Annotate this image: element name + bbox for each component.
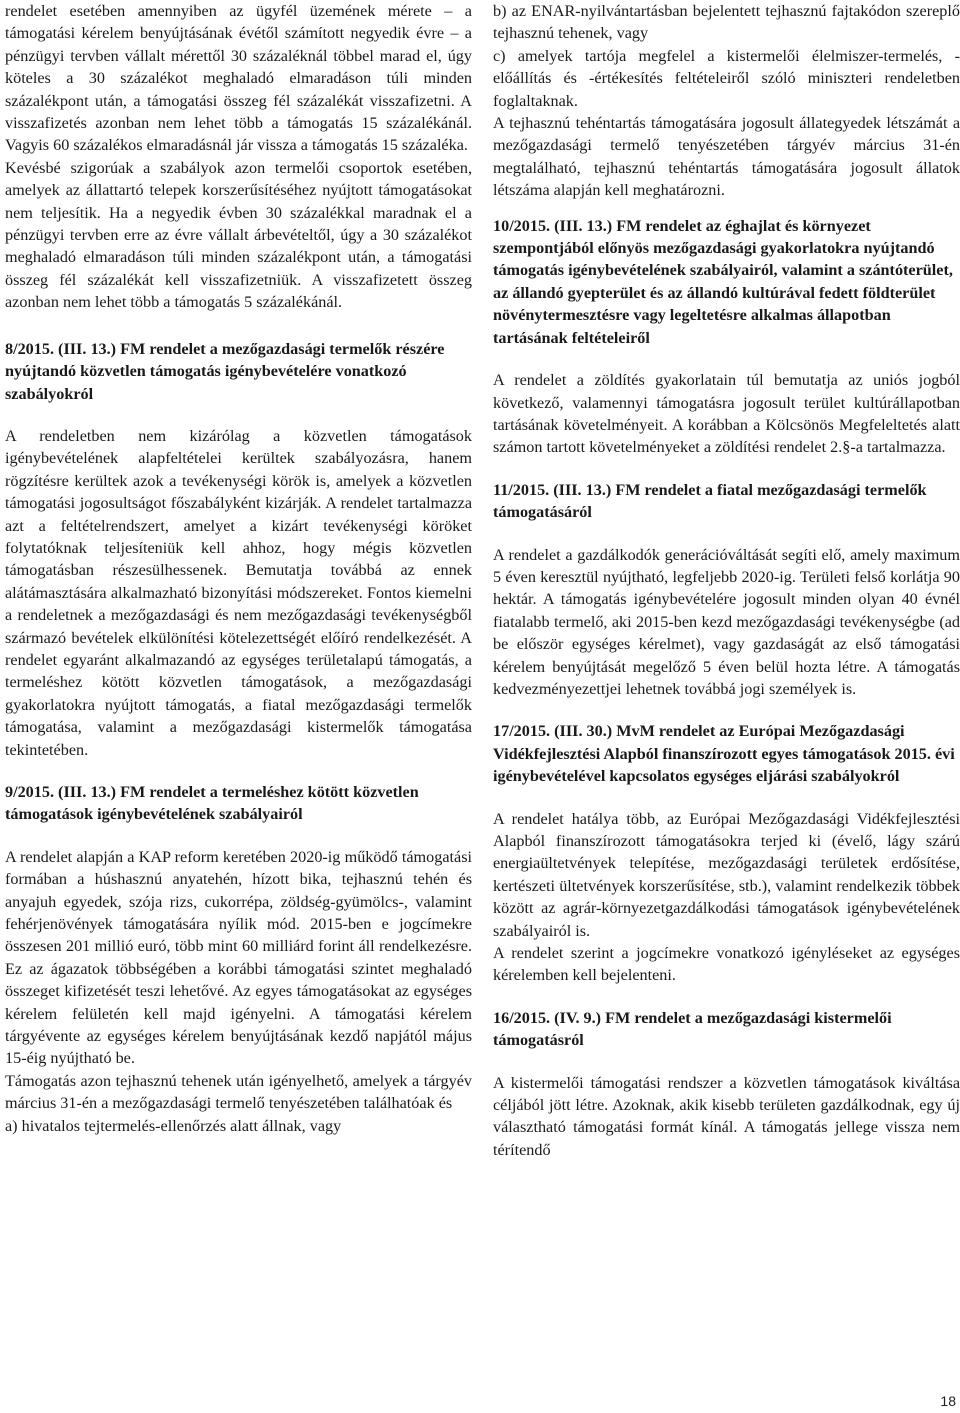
heading-11-2015: 11/2015. (III. 13.) FM rendelet a fiatal mezőgazdasági termelők támogatásáról [493, 480, 927, 522]
paragraph-17-2015-1: A rendelet hatálya több, az Európai Mezőgazdasági Vidékfejlesztési Alapból finanszírozott támogatásokra terjed ki (évelő, lágy szárú energiaültetvények telepítése, mezőgazdasági területek erdősítése, kertészeti ültetvények korszerűsítése, stb.), valamint rendelkezik többek között az agrár-környezetgazdálkodási támogatások igénybevételének szabályairól is. [493, 809, 960, 940]
left-column [5, 0, 472, 1137]
paragraph-17-2015-2: A rendelet szerint a jogcímekre vonatkozó igényléseket az egységes kérelemben kell bejelenteni. [493, 944, 960, 985]
paragraph-tehen: A tejhasznú tehéntartás támogatására jogosult állategyedek létszámát a mezőgazdasági termelő tenyészetében tárgyév március 31-én megtalálható, tejhasznú tehéntartás támogatására jogosult állatok létszáma alapján kell meghatározni. [493, 114, 960, 200]
heading-16-2015: 16/2015. (IV. 9.) FM rendelet a mezőgazdasági kistermelői támogatásról [493, 1008, 892, 1050]
paragraph-intro-1: rendelet esetében amennyiben az ügyfél üzemének mérete – a támogatási kérelem benyújtásának évétől számított negyedik évre – a pénzügyi tervben vállalt mérettől 30 százaléknál többel marad el, úgy köteles a 30 százalékot meghaladó elmaradáson túli minden százalékpont után, a támogatási összeg fél százalékát visszafizetni. A visszafizetés azonban nem lehet több a támogatás 15 százalékánál. Vagyis 60 százalékos elmaradásnál jár vissza a támogatás 15 százaléka. [5, 2, 472, 155]
paragraph-c: c) amelyek tartója megfelel a kistermelői élelmiszer-termelés, -előállítás és -értékesítés feltételeiről szóló miniszteri rendeletben foglaltaknak. [493, 46, 960, 110]
heading-9-2015: 9/2015. (III. 13.) FM rendelet a termeléshez kötött közvetlen támogatások igénybevételének szabályairól [5, 783, 419, 824]
paragraph-11-2015: A rendelet a gazdálkodók generációváltását segíti elő, amely maximum 5 éven keresztül nyújtható, legfeljebb 2020-ig. Területi felső korlátja 90 hektár. A támogatás igénybevételére jogosult minden olyan 40 évnél fiatalabb termelő, aki 2015-ben kezd mezőgazdasági tevékenységbe (ad be először egységes kérelmet), vagy gazdaságát az első támogatási kérelem benyújtását megelőző 5 éven belül hozta létre. A támogatás kedvezményezettjei lehetnek továbbá jogi személyek is. [493, 545, 960, 698]
paragraph-16-2015: A kistermelői támogatási rendszer a közvetlen támogatások kiváltása céljából jött létre. Azoknak, akik kisebb területen gazdálkodnak, egy új választható támogatási formát kínál. A támogatás jellege vissza nem térítendő [493, 1073, 960, 1159]
paragraph-9-2015-1: A rendelet alapján a KAP reform keretében 2020-ig működő támogatási formában a húshasznú anyatehén, hízott bika, tejhasznú tehén és anyajuh egyedek, szója rizs, cukorrépa, zöldség-gyümölcs-, valamint fehérjenövények támogatására nyílik mód. 2015-ben e jogcímekre összesen 201 millió euró, több mint 60 milliárd forint áll rendelkezésre. Ez az ágazatok többségében a korábbi támogatási szintet meghaladó összeget kifizetését teszi lehetővé. Az egyes támogatásokat az egységes kérelem felületén kell majd igényelni. A támogatási kérelem tárgyévente az egységes kérelem benyújtásának kezdő napjától május 15-éig nyújtható be. [5, 847, 472, 1068]
paragraph-9-2015-2: Támogatás azon tejhasznú tehenek után igényelhető, amelyek a tárgyév március 31-én a mezőgazdasági termelő tenyészetében találhatóak és [5, 1071, 472, 1113]
paragraph-10-2015: A rendelet a zöldítés gyakorlatain túl bemutatja az uniós jogból következő, valamennyi támogatásra jogosult terület kultúrállapotban tartásának követelményeit. A korábban a Kölcsönös Megfeleltetés alatt számon tartott követelményeket a zöldítési rendelet 2.§-a tartalmazza. [493, 371, 960, 457]
paragraph-b: b) az ENAR-nyilvántartásban bejelentett tejhasznú fajtakódon szereplő tejhasznú tehenek, vagy [493, 2, 960, 43]
paragraph-8-2015: A rendeletben nem kizárólag a közvetlen támogatások igénybevételének alapfeltételei kerültek szabályozásra, hanem rögzítésre kerültek azok a tevékenységi körök is, amelyek a közvetlen támogatási jogosultságot főszabályként kizárják. A rendelet tartalmazza azt a feltételrendszert, amelyet a kizárt tevékenységi köröket folytatóknak teljesíteniük kell ahhoz, hogy mégis közvetlen támogatásban részesülhessenek. Bemutatja továbbá az ennek alátámasztására alkalmazható bizonyítási módszereket. Fontos kiemelni a rendeletnek a mezőgazdasági és nem mezőgazdasági tevékenységből származó bevételek elkülönítési kötelezettségét előíró rendelkezését. A rendelet egyaránt alkalmazandó az egységes területalapú támogatás, a termeléshez kötött közvetlen támogatások, a mezőgazdasági gyakorlatokra nyújtott támogatás, a fiatal mezőgazdasági termelők támogatása, valamint a mezőgazdasági kistermelők támogatása tekintetében. [5, 426, 472, 759]
paragraph-intro-2: Kevésbé szigorúak a szabályok azon termelői csoportok esetében, amelyek az állattartó telepek korszerűsítéséhez nyújtott támogatásokat nem teljesítik. Ha a negyedik évben 30 százalékkal maradnak el a pénzügyi tervben erre az évre vállalt árbevételtől, úgy a 30 százalékot meghaladó elmaradáson túli minden százalékpont után, a támogatási összeg fél százalékát kell visszafizetniük. A visszafizetett összeg azonban nem lehet több a támogatás 5 százalékánál. [5, 158, 472, 312]
heading-8-2015: 8/2015. (III. 13.) FM rendelet a mezőgazdasági termelők részére nyújtandó közvetlen támogatás igénybevételére vonatkozó szabályokról [5, 339, 445, 403]
heading-10-2015: 10/2015. (III. 13.) FM rendelet az éghajlat és környezet szempontjából előnyös mezőgazdasági gyakorlatokra nyújtandó támogatás igénybevételének szabályairól, valamint a szántóterület, az állandó gyepterület és az állandó kultúrával fedett földterület növénytermesztésre vagy legeltetésre alkalmas állapotban tartásának feltételeiről [493, 216, 953, 347]
page-number: 18 [940, 1393, 956, 1409]
heading-17-2015: 17/2015. (III. 30.) MvM rendelet az Európai Mezőgazdasági Vidékfejlesztési Alapból finanszírozott egyes támogatások 2015. évi igénybevételével kapcsolatos egységes eljárási szabályokról [493, 722, 955, 786]
right-column [493, 0, 960, 1161]
paragraph-9-2015-3: a) hivatalos tejtermelés-ellenőrzés alatt állnak, vagy [5, 1116, 342, 1135]
